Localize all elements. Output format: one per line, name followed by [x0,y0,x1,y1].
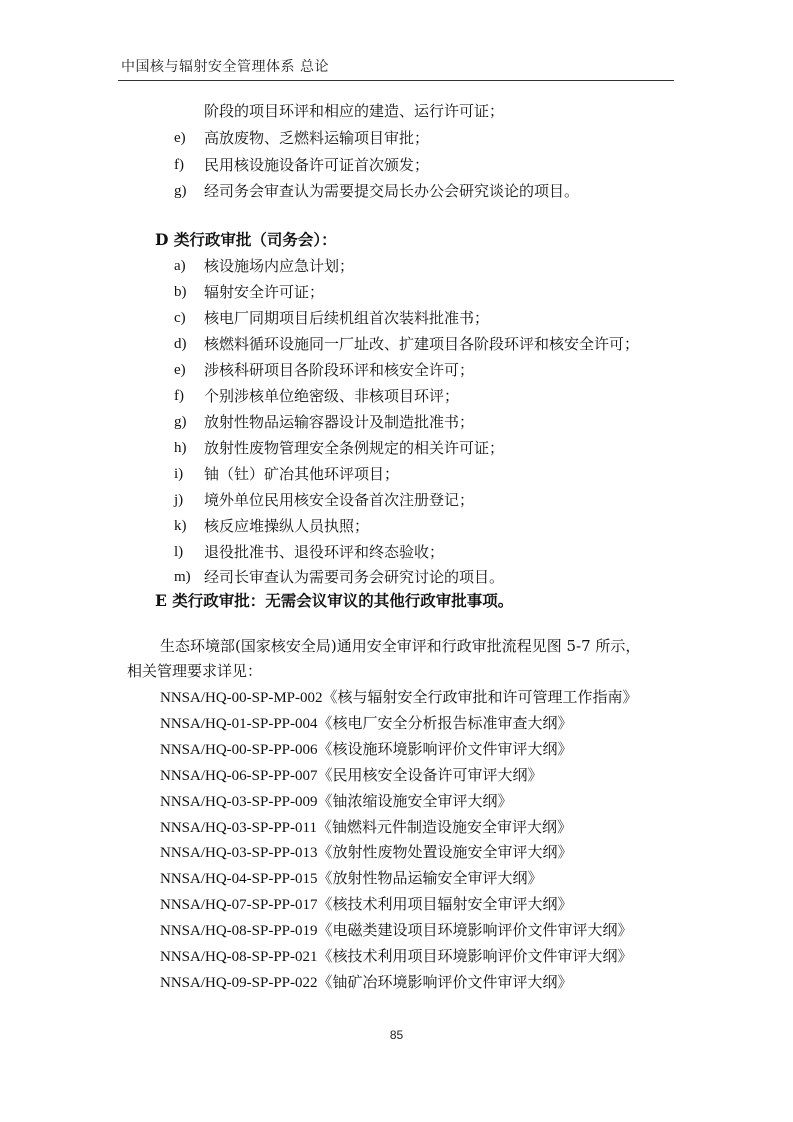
reference-item [160,947,633,967]
list-item-text: 境外单位民用核安全设备首次注册登记； [204,491,475,509]
list-marker: g) [174,183,187,199]
list-item-text: 核反应堆操纵人员执照； [204,517,370,535]
reference-title: 《核技术利用项目辐射安全审评大纲》 [317,897,573,913]
list-marker: b) [174,284,187,300]
page-number: 85 [389,1028,404,1042]
list-item-text: 核燃料循环设施同一厂址改、扩建项目各阶段环评和核安全许可； [204,335,640,353]
list-item-text: 铀（钍）矿冶其他环评项目； [204,465,400,483]
list-marker: e) [174,130,186,146]
list-marker: j) [174,492,184,508]
reference-title: 《核技术利用项目环境影响评价文件审评大纲》 [317,949,633,965]
paragraph-line-1: 生态环境部(国家核安全局)通用安全审评和行政审批流程见图 5-7 所示， [160,637,641,655]
reference-title: 《核与辐射安全行政审批和许可管理工作指南》 [322,690,638,706]
reference-item [160,843,573,863]
list-marker: a) [174,258,186,274]
list-item-text: 核设施场内应急计划； [204,257,355,275]
reference-code: NNSA/HQ-08-SP-PP-021 [160,949,318,965]
list-item-text: 经司长审查认为需要司务会研究讨论的项目。 [204,568,505,586]
list-item-text: 放射性废物管理安全条例规定的相关许可证； [204,439,505,457]
reference-item [160,714,573,734]
reference-code: NNSA/HQ-03-SP-PP-009 [160,794,318,810]
reference-item [160,818,572,838]
reference-title: 《放射性废物处置设施安全审评大纲》 [317,845,573,861]
list-marker: i) [174,466,184,482]
section-d-heading: D 类行政审批（司务会）： [155,230,337,249]
list-marker: c) [174,310,186,326]
reference-code: NNSA/HQ-06-SP-PP-007 [160,768,318,784]
list-marker: l) [174,544,184,560]
header-divider [118,80,674,81]
reference-title: 《核设施环境影响评价文件审评大纲》 [317,742,573,758]
reference-title: 《铀浓缩设施安全审评大纲》 [317,794,513,810]
list-item-text: 辐射安全许可证； [204,283,325,301]
list-marker: f) [174,388,184,404]
reference-item [160,766,543,786]
reference-code: NNSA/HQ-03-SP-PP-013 [160,845,318,861]
list-item-text: 核电厂同期项目后续机组首次装料批准书； [204,309,490,327]
reference-code: NNSA/HQ-09-SP-PP-022 [160,975,318,991]
reference-title: 《铀燃料元件制造设施安全审评大纲》 [316,820,572,836]
reference-title: 《电磁类建设项目环境影响评价文件审评大纲》 [317,923,633,939]
reference-code: NNSA/HQ-07-SP-PP-017 [160,897,318,913]
reference-item [160,895,573,915]
list-marker: h) [174,440,187,456]
reference-item [160,869,543,889]
reference-code: NNSA/HQ-08-SP-PP-019 [160,923,318,939]
list-item-text: 高放废物、乏燃料运输项目审批； [204,129,430,147]
paragraph-line-2: 相关管理要求详见： [127,662,263,680]
list-item-text: 阶段的项目环评和相应的建造、运行许可证； [204,102,505,120]
list-marker: m) [174,569,191,585]
list-marker: g) [174,414,187,430]
section-e-heading: E 类行政审批：无需会议审议的其他行政审批事项。 [155,591,514,610]
reference-item [160,921,633,941]
list-item-text: 退役批准书、退役环评和终态验收； [204,543,445,561]
reference-item [160,688,638,708]
list-marker: k) [174,518,187,534]
reference-title: 《核电厂安全分析报告标准审查大纲》 [317,716,573,732]
list-item-text: 放射性物品运输容器设计及制造批准书； [204,413,475,431]
running-header: 中国核与辐射安全管理体系 总论 [121,59,329,75]
reference-item [160,792,513,812]
reference-title: 《民用核安全设备许可审评大纲》 [317,768,543,784]
reference-code: NNSA/HQ-00-SP-PP-006 [160,742,318,758]
list-item-text: 经司务会审查认为需要提交局长办公会研究谈论的项目。 [204,182,580,200]
reference-title: 《放射性物品运输安全审评大纲》 [317,871,543,887]
reference-code: NNSA/HQ-01-SP-PP-004 [160,716,318,732]
reference-code: NNSA/HQ-03-SP-PP-011 [160,820,317,836]
list-item-text: 涉核科研项目各阶段环评和核安全许可； [204,361,475,379]
reference-code: NNSA/HQ-04-SP-PP-015 [160,871,318,887]
reference-item [160,973,573,993]
list-item-text: 民用核设施设备许可证首次颁发； [204,156,430,174]
reference-title: 《铀矿冶环境影响评价文件审评大纲》 [317,975,573,991]
list-item-text: 个别涉核单位绝密级、非核项目环评； [204,387,460,405]
list-marker: e) [174,362,186,378]
reference-item [160,740,573,760]
list-marker: f) [174,157,184,173]
reference-code: NNSA/HQ-00-SP-MP-002 [160,690,323,706]
list-marker: d) [174,336,187,352]
